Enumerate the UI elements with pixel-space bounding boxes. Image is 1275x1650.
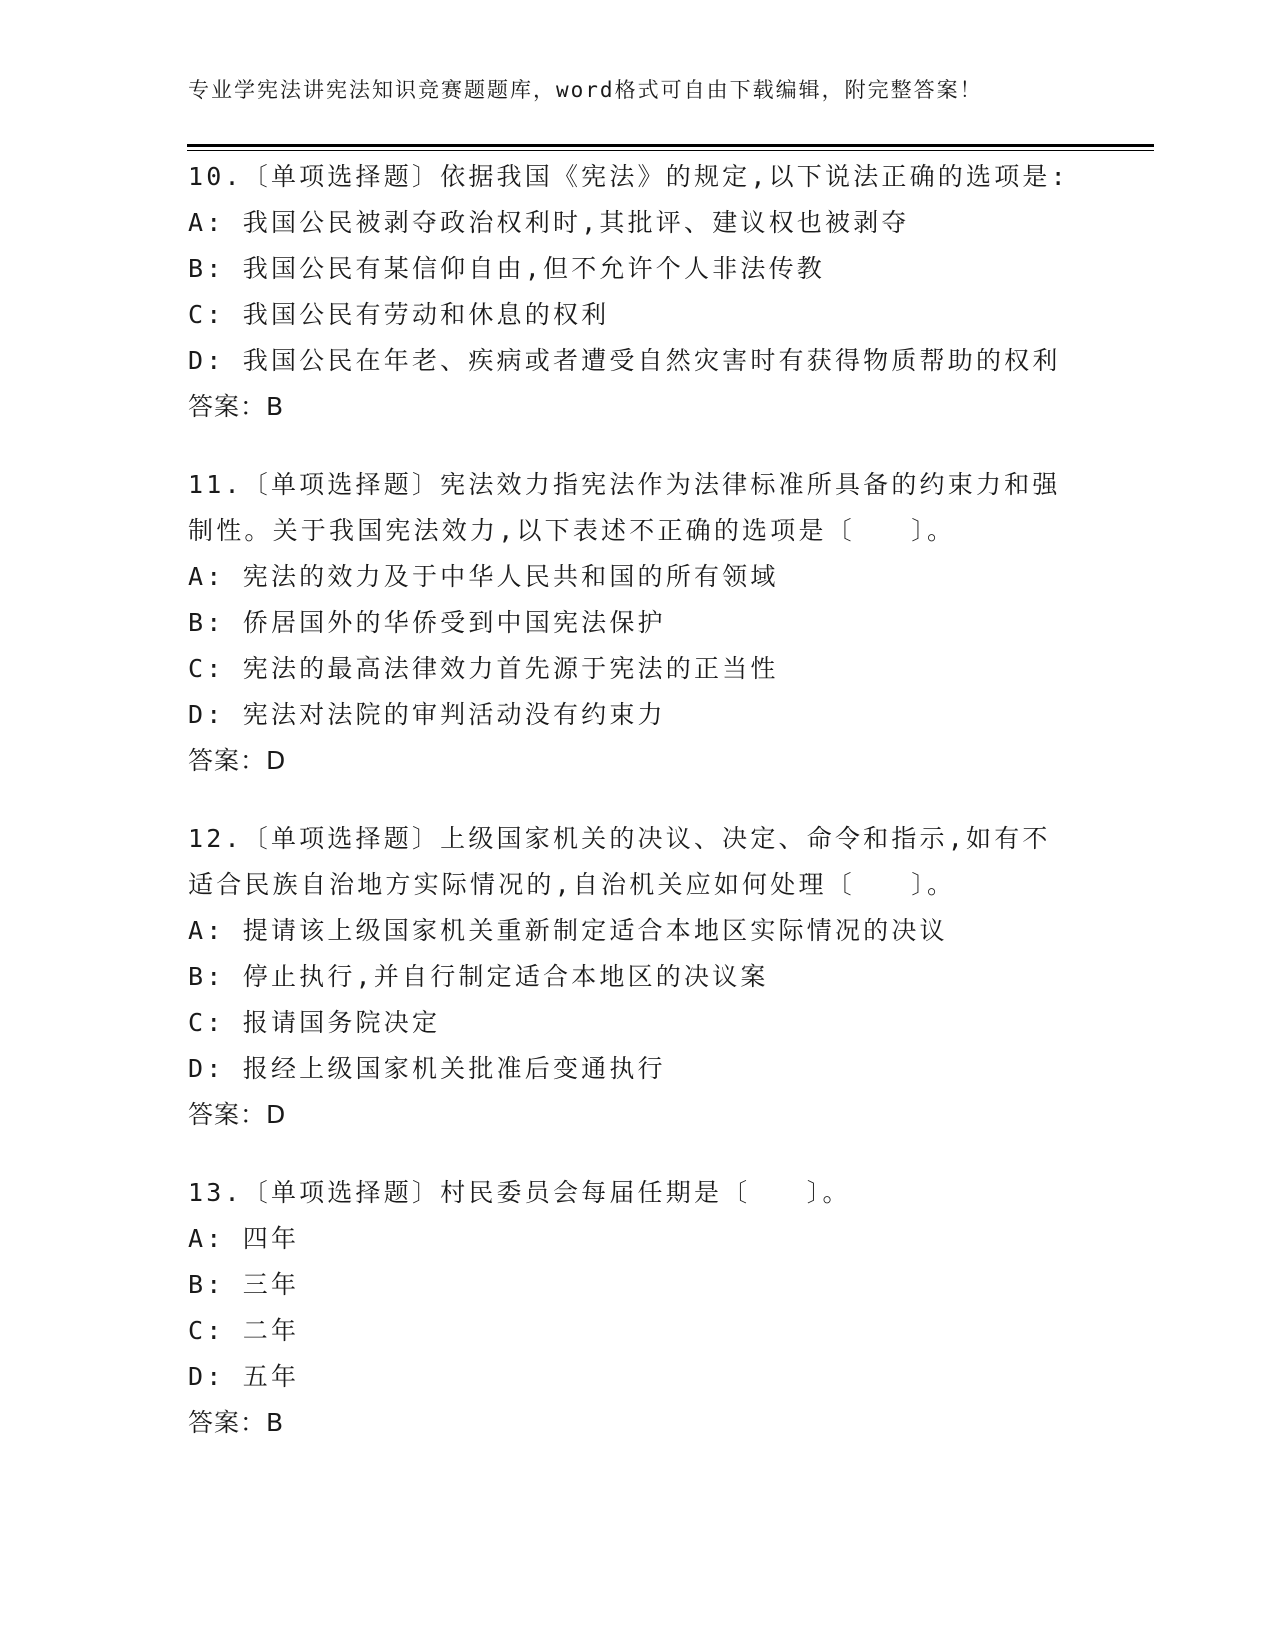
option-a: A: 我国公民被剥夺政治权利时,其批评、建议权也被剥夺: [188, 208, 910, 237]
header-rule-thin: [187, 150, 1154, 151]
option-d: D: 我国公民在年老、疾病或者遭受自然灾害时有获得物质帮助的权利: [188, 346, 1061, 375]
option-b: B: 侨居国外的华侨受到中国宪法保护: [188, 608, 666, 637]
option-a: A: 宪法的效力及于中华人民共和国的所有领域: [188, 562, 779, 591]
option-c: C: 报请国务院决定: [188, 1008, 441, 1037]
question-stem-continued: 适合民族自治地方实际情况的,自治机关应如何处理〔 〕。: [188, 870, 956, 899]
option-c: C: 我国公民有劳动和休息的权利: [188, 300, 610, 329]
question-stem-continued: 制性。关于我国宪法效力,以下表述不正确的选项是〔 〕。: [188, 516, 956, 545]
option-c: C: 宪法的最高法律效力首先源于宪法的正当性: [188, 654, 779, 683]
answer: 答案：B: [188, 1408, 285, 1437]
answer: 答案：D: [188, 746, 287, 775]
option-d: D: 宪法对法院的审判活动没有约束力: [188, 700, 666, 729]
question-stem: 11.〔单项选择题〕宪法效力指宪法作为法律标准所具备的约束力和强: [188, 470, 1061, 499]
document-header: 专业学宪法讲宪法知识竞赛题题库，word格式可自由下载编辑，附完整答案！: [188, 78, 983, 102]
answer: 答案：D: [188, 1100, 287, 1129]
option-a: A: 四年: [188, 1224, 300, 1253]
question-stem: 12.〔单项选择题〕上级国家机关的决议、决定、命令和指示,如有不: [188, 824, 1051, 853]
question-12: [188, 816, 1068, 1138]
header-rule-thick: [187, 144, 1154, 147]
option-c: C: 二年: [188, 1316, 300, 1345]
question-13: [188, 1170, 1068, 1446]
option-d: D: 报经上级国家机关批准后变通执行: [188, 1054, 666, 1083]
question-10: [188, 154, 1068, 430]
option-b: B: 停止执行,并自行制定适合本地区的决议案: [188, 962, 769, 991]
question-11: [188, 462, 1068, 784]
option-d: D: 五年: [188, 1362, 300, 1391]
answer: 答案：B: [188, 392, 285, 421]
option-b: B: 三年: [188, 1270, 300, 1299]
option-a: A: 提请该上级国家机关重新制定适合本地区实际情况的决议: [188, 916, 948, 945]
question-stem: 10.〔单项选择题〕依据我国《宪法》的规定,以下说法正确的选项是:: [188, 162, 1069, 191]
question-stem: 13.〔单项选择题〕村民委员会每届任期是〔 〕。: [188, 1178, 851, 1207]
option-b: B: 我国公民有某信仰自由,但不允许个人非法传教: [188, 254, 826, 283]
